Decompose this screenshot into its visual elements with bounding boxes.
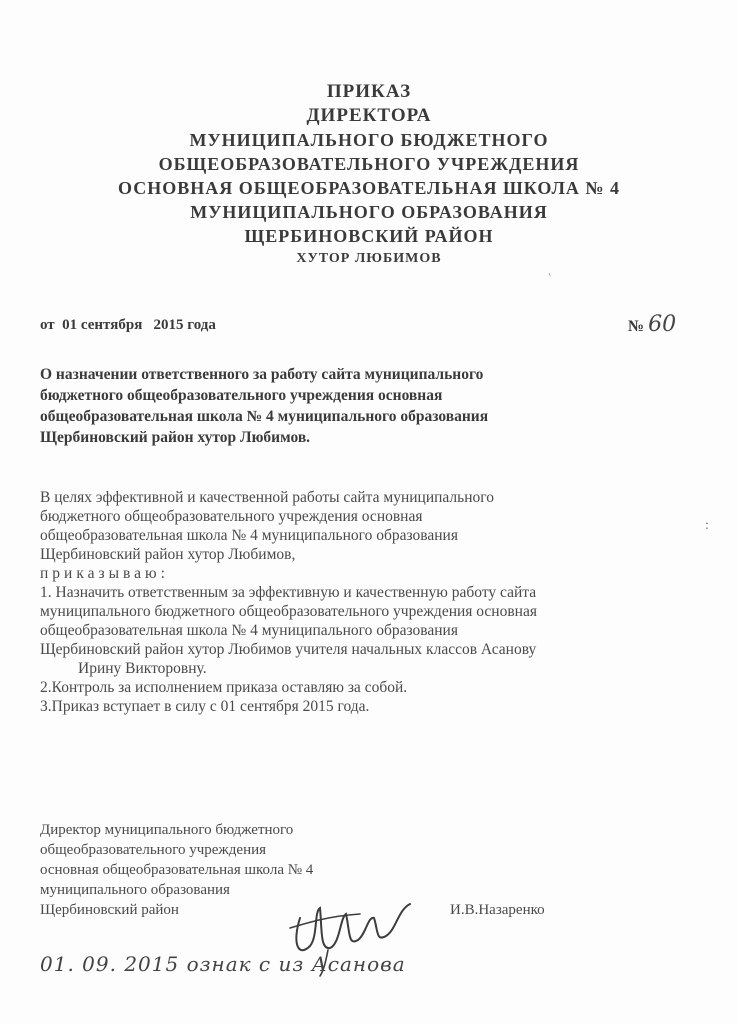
body-decree-word: приказываю: [40, 565, 169, 582]
signature-line: муниципального образования [40, 882, 230, 898]
body-line: 1. Назначить ответственным за эффективную и качественную работу сайта [40, 584, 537, 601]
order-body [40, 488, 738, 716]
subject-line: общеобразовательная школа № 4 муниципального образования [40, 408, 489, 425]
order-subject [40, 364, 710, 448]
header-title: ПРИКАЗ [326, 81, 412, 102]
order-date: от 01 сентября 2015 года [40, 317, 216, 333]
order-number [628, 312, 676, 337]
body-line: общеобразовательная школа № 4 муниципального образования [40, 622, 458, 639]
subject-line: бюджетного общеобразовательного учреждения основная [40, 387, 443, 404]
signature-district: Щербиновский район [40, 902, 179, 918]
header-line-3: МУНИЦИПАЛЬНОГО БЮДЖЕТНОГО [189, 130, 549, 150]
scan-mark: : [705, 518, 709, 533]
body-line: 2.Контроль за исполнением приказа оставляю за собой. [40, 679, 408, 696]
body-line: муниципального бюджетного общеобразовательного учреждения основная [40, 603, 537, 620]
subject-line: О назначении ответственного за работу сайта муниципального [40, 366, 484, 383]
subject-line: Щербиновский район хутор Любимов. [40, 429, 311, 446]
signature-line: общеобразовательного учреждения [40, 842, 267, 858]
body-line: Ирину Викторовну. [78, 660, 207, 677]
handwritten-acknowledgement: 01. 09. 2015 ознак с из Асанова [40, 952, 406, 976]
body-line: Щербиновский район хутор Любимов учителя начальных классов Асанову [40, 641, 537, 658]
header-line-6: МУНИЦИПАЛЬНОГО ОБРАЗОВАНИЯ [190, 202, 548, 222]
signature-line: основная общеобразовательная школа № 4 [40, 862, 314, 878]
signatory-name: И.В.Назаренко [450, 902, 545, 918]
header-line-5: ОСНОВНАЯ ОБЩЕОБРАЗОВАТЕЛЬНАЯ ШКОЛА № 4 [118, 178, 620, 198]
header-line-7: ЩЕРБИНОВСКИЙ РАЙОН [244, 226, 494, 246]
body-line: В целях эффективной и качественной работы сайта муниципального [40, 489, 495, 506]
signature-line: Директор муниципального бюджетного [40, 822, 294, 838]
document-header [0, 80, 738, 270]
scan-speck: ˛ [548, 262, 552, 276]
body-line: Щербиновский район хутор Любимов, [40, 546, 296, 563]
header-line-4: ОБЩЕОБРАЗОВАТЕЛЬНОГО УЧРЕЖДЕНИЯ [158, 154, 580, 174]
header-line-8: ХУТОР ЛЮБИМОВ [296, 251, 442, 266]
body-line: бюджетного общеобразовательного учреждения основная [40, 508, 423, 525]
header-director: ДИРЕКТОРА [306, 105, 432, 126]
order-number-label: № [628, 318, 645, 335]
body-line: 3.Приказ вступает в силу с 01 сентября 2015 года. [40, 698, 370, 715]
order-number-value: 60 [648, 312, 677, 337]
body-line: общеобразовательная школа № 4 муниципального образования [40, 527, 458, 544]
